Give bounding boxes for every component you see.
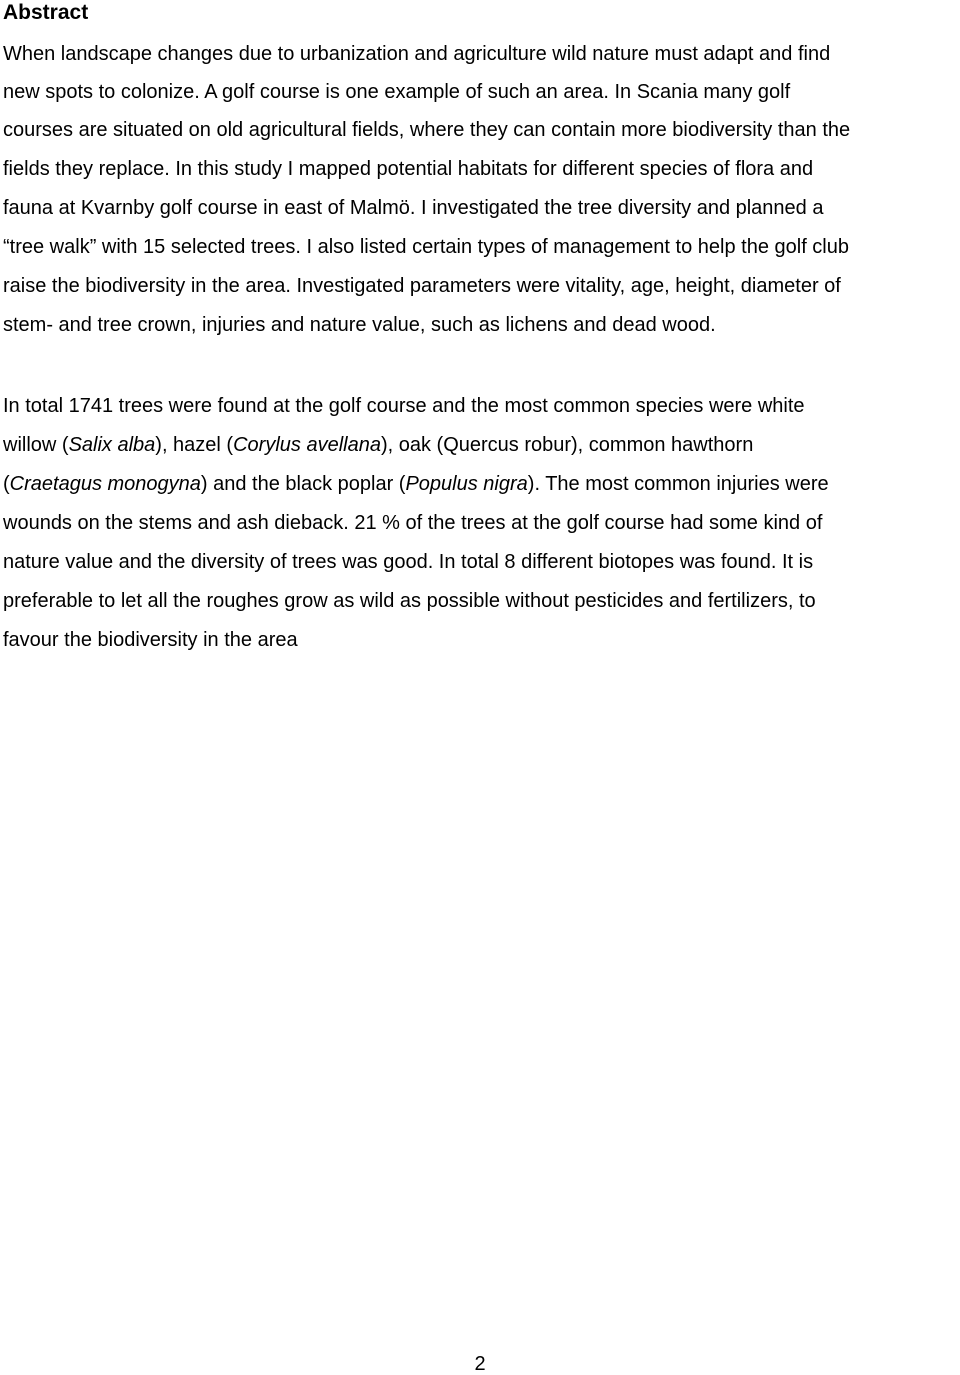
text-line: fields they replace. In this study I mapped potential habitats for different species of flora and xyxy=(3,158,814,180)
text-line: courses are situated on old agricultural fields, where they can contain more biodiversity than the xyxy=(3,119,851,141)
species-name-italic: Salix alba xyxy=(68,434,156,456)
text-line: new spots to colonize. A golf course is one example of such an area. In Scania many golf xyxy=(3,80,791,103)
document-page xyxy=(3,0,957,1375)
text-run: ( xyxy=(3,473,10,495)
species-name-italic: Corylus avellana xyxy=(233,434,381,456)
text-line xyxy=(3,465,957,504)
section-heading: Abstract xyxy=(3,1,89,24)
text-line: preferable to let all the roughes grow as wild as possible without pesticides and fertilizers, to xyxy=(3,590,816,612)
text-line xyxy=(3,426,957,465)
text-line: When landscape changes due to urbanization and agriculture wild nature must adapt and find xyxy=(3,43,831,65)
text-line: raise the biodiversity in the area. Investigated parameters were vitality, age, height, diameter of xyxy=(3,275,841,297)
page-number: 2 xyxy=(474,1353,486,1375)
species-name-italic: Populus nigra xyxy=(405,473,528,495)
text-run: ), oak (Quercus robur), common hawthorn xyxy=(380,434,754,456)
text-run: ), hazel ( xyxy=(155,434,234,456)
text-run: ) and the black poplar ( xyxy=(200,473,406,495)
text-line: favour the biodiversity in the area xyxy=(3,629,298,651)
abstract-paragraph-2 xyxy=(3,387,957,660)
species-name-italic: Craetagus monogyna xyxy=(9,473,201,495)
text-run: ). The most common injuries were xyxy=(527,473,829,495)
text-line: wounds on the stems and ash dieback. 21 % of the trees at the golf course had some kind of xyxy=(3,512,823,534)
text-line: stem- and tree crown, injuries and nature value, such as lichens and dead wood. xyxy=(3,314,716,336)
text-line: In total 1741 trees were found at the golf course and the most common species were white xyxy=(3,395,805,417)
abstract-paragraph-1 xyxy=(3,36,957,345)
text-line: “tree walk” with 15 selected trees. I also listed certain types of management to help the golf club xyxy=(3,236,849,258)
text-line: fauna at Kvarnby golf course in east of Malmö. I investigated the tree diversity and planned a xyxy=(3,197,824,219)
text-line: nature value and the diversity of trees was good. In total 8 different biotopes was found. It is xyxy=(3,551,814,573)
text-run: willow ( xyxy=(3,434,69,456)
